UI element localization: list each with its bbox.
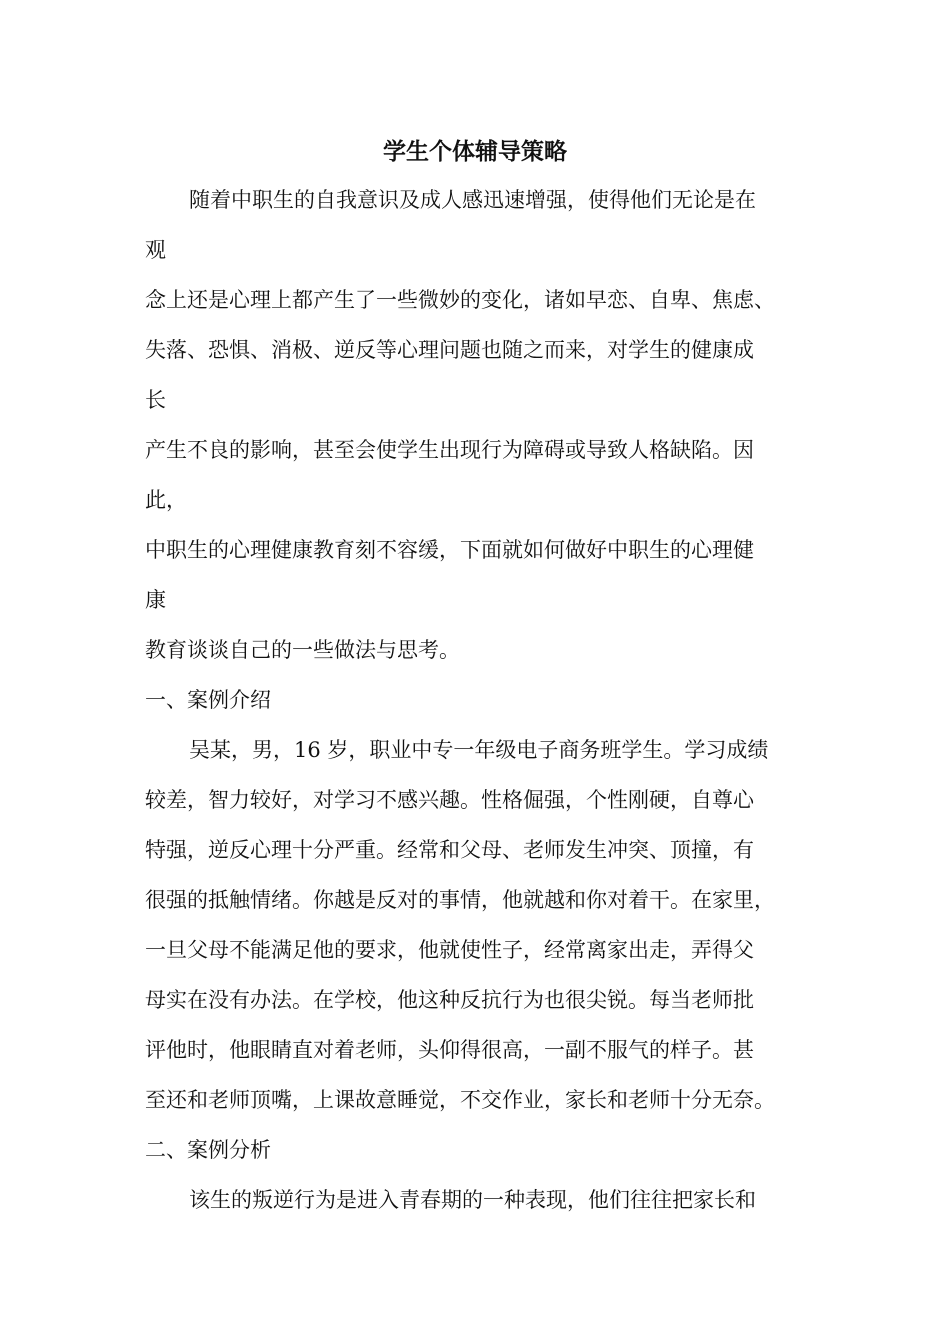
- paragraph-line: 教育谈谈自己的一些做法与思考。: [145, 638, 460, 662]
- paragraph-line: 康: [145, 588, 166, 612]
- paragraph-line: 至还和老师顶嘴，上课故意睡觉，不交作业，家长和老师十分无奈。: [145, 1088, 775, 1112]
- document-title: 学生个体辅导策略: [383, 138, 567, 165]
- paragraph-line: 一旦父母不能满足他的要求，他就使性子，经常离家出走，弄得父: [145, 938, 754, 962]
- paragraph-line: 长: [145, 388, 166, 412]
- section-heading: 二、案例分析: [145, 1138, 271, 1162]
- paragraph-line: 中职生的心理健康教育刻不容缓，下面就如何做好中职生的心理健: [145, 538, 754, 562]
- paragraph-line: 特强，逆反心理十分严重。经常和父母、老师发生冲突、顶撞，有: [145, 838, 754, 862]
- section-heading: 一、案例介绍: [145, 688, 271, 712]
- paragraph-line: 念上还是心理上都产生了一些微妙的变化，诸如早恋、自卑、焦虑、: [145, 288, 775, 312]
- paragraph-line: 较差，智力较好，对学习不感兴趣。性格倔强，个性刚硬，自尊心: [145, 788, 754, 812]
- paragraph-line: 随着中职生的自我意识及成人感迅速增强，使得他们无论是在: [189, 188, 756, 212]
- paragraph-line: 产生不良的影响，甚至会使学生出现行为障碍或导致人格缺陷。因: [145, 438, 754, 462]
- paragraph-line: 很强的抵触情绪。你越是反对的事情，他就越和你对着干。在家里，: [145, 888, 775, 912]
- paragraph-line: 失落、恐惧、消极、逆反等心理问题也随之而来，对学生的健康成: [145, 338, 754, 362]
- paragraph-line: 此，: [145, 488, 187, 512]
- paragraph-line: 母实在没有办法。在学校，他这种反抗行为也很尖锐。每当老师批: [145, 988, 754, 1012]
- paragraph-line: 该生的叛逆行为是进入青春期的一种表现，他们往往把家长和: [189, 1188, 756, 1212]
- paragraph-line: 观: [145, 238, 166, 262]
- paragraph-line: 评他时，他眼睛直对着老师，头仰得很高，一副不服气的样子。甚: [145, 1038, 754, 1062]
- paragraph-line: 吴某，男，16 岁，职业中专一年级电子商务班学生。学习成绩: [189, 738, 769, 762]
